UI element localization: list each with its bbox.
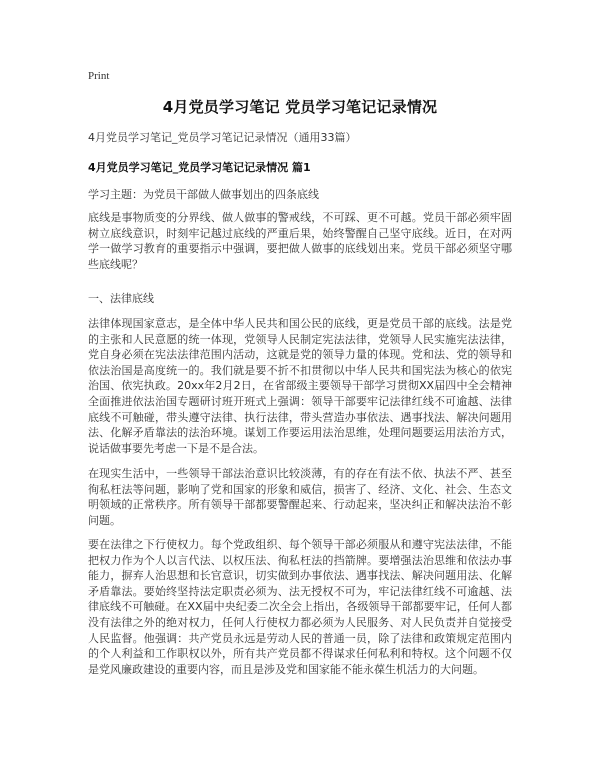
law-bottom-line-heading: 一、法律底线 (88, 292, 154, 305)
reality-paragraph: 在现实生活中，一些领导干部法治意识比较淡薄，有的存在有法不依、执法不严、甚至徇私枉法等问题，影响了党和国家的形象和威信，损害了、经济、文化、社会、生态文明领域的正常秩序。所有领导干部都要警醒起来、行动起来，坚决纠正和解决法治不彰问题。 (88, 467, 512, 527)
section-heading: 4月党员学习笔记_党员学习笔记记录情况 篇1 (88, 161, 311, 174)
print-label[interactable]: Print (88, 70, 110, 82)
law-paragraph: 法律体现国家意志，是全体中华人民共和国公民的底线，更是党员干部的底线。法是党的主张和人民意愿的统一体现，党领导人民制定宪法法律，党领导人民实施宪法法律，党自身必须在宪法法律范围内活动，这就是党的领导力量的体现。党和法、党的领导和依法治国是高度统一的。我们就是要不折不扣贯彻以中华人民共和国宪法为核心的依宪治国、依宪执政。20xx年2月2日，在省部级主要领导干部学习贯彻XX届四中全会精神全面推进依法治国专题研讨班开班式上强调：领导干部要牢记法律红线不可逾越、法律底线不可触碰，带头遵守法律、执行法律，带头营造办事依法、遇事找法、解决问题用法、化解矛盾靠法的法治环境。谋划工作要运用法治思维，处理问题要运用法治方式，说话做事要先考虑一下是不是合法。 (88, 317, 512, 455)
page-title: 4月党员学习笔记 党员学习笔记记录情况 (162, 98, 438, 116)
intro-paragraph: 底线是事物质变的分界线、做人做事的警戒线，不可踩、更不可越。党员干部必须牢固树立底线意识，时刻牢记越过底线的严重后果，始终警醒自己坚守底线。近日，在对两学一做学习教育的重要指示中强调，要把做人做事的底线划出来。党员干部必须坚守哪些底线呢？ (88, 211, 512, 271)
document-subtitle: 4月党员学习笔记_党员学习笔记记录情况（通用33篇） (88, 131, 357, 144)
study-topic: 学习主题：为党员干部做人做事划出的四条底线 (88, 188, 319, 201)
power-paragraph: 要在法律之下行使权力。每个党政组织、每个领导干部必须服从和遵守宪法法律，不能把权力作为个人以言代法、以权压法、徇私枉法的挡箭牌。要增强法治思维和依法办事能力，摒弃人治思想和长官意识，切实做到办事依法、遇事找法、解决问题用法、化解矛盾靠法。要始终坚持法定职责必须为、法无授权不可为，牢记法律红线不可逾越、法律底线不可触碰。在XX届中央纪委二次全会上指出，各级领导干部都要牢记，任何人都没有法律之外的绝对权力，任何人行使权力都必须为人民服务、对人民负责并自觉接受人民监督。他强调：共产党员永远是劳动人民的普通一员，除了法律和政策规定范围内的个人利益和工作职权以外，所有共产党员都不得谋求任何私利和特权。这个问题不仅是党风廉政建设的重要内容，而且是涉及党和国家能不能永葆生机活力的大问题。 (88, 538, 512, 676)
